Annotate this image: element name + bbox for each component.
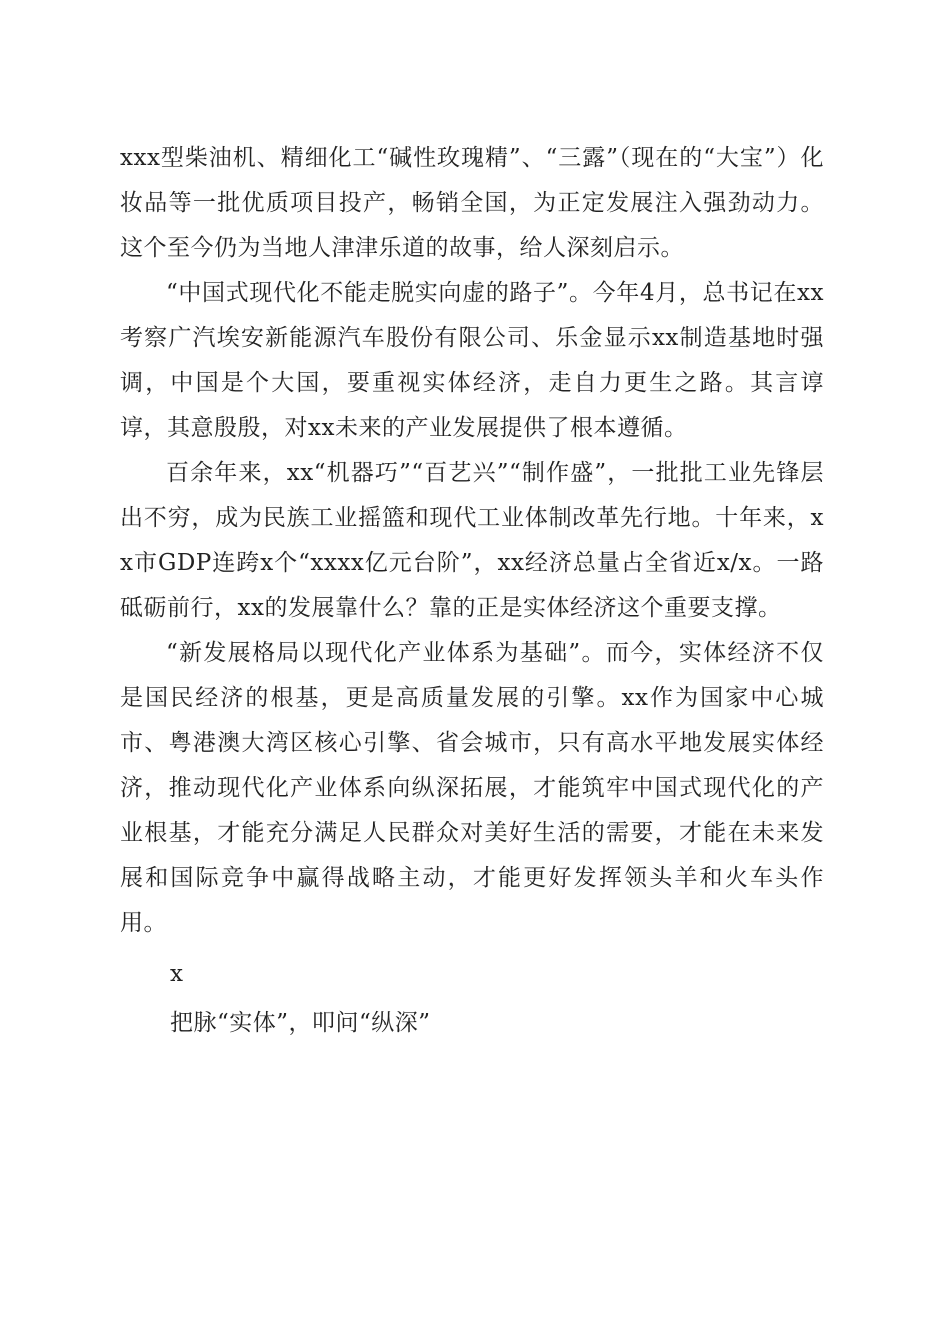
paragraph: “中国式现代化不能走脱实向虚的路子”。今年4月，总书记在xx考察广汽埃安新能源汽车股份有限公司、乐金显示xx制造基地时强调，中国是个大国，要重视实体经济，走自力更生之路。其言谆谆，其意殷殷，对xx未来的产业发展提供了根本遵循。 [120, 280, 824, 441]
paragraph: “新发展格局以现代化产业体系为基础”。而今，实体经济不仅是国民经济的根基，更是高质量发展的引擎。xx作为国家中心城市、粤港澳大湾区核心引擎、省会城市，只有高水平地发展实体经济，推动现代化产业体系向纵深拓展，才能筑牢中国式现代化的产业根基，才能充分满足人民群众对美好生活的需要，才能在未来发展和国际竞争中赢得战略主动，才能更好发挥领头羊和火车头作用。 [120, 640, 824, 936]
document-body [120, 136, 824, 1048]
paragraph-continued: xxx型柴油机、精细化工“碱性玫瑰精”、“三露”（现在的“大宝”）化妆品等一批优质项目投产，畅销全国，为正定发展注入强劲动力。这个至今仍为当地人津津乐道的故事，给人深刻启示。 [120, 145, 824, 261]
section-heading: 把脉“实体”，叩问“纵深” [170, 1010, 431, 1036]
paragraph: 百余年来，xx“机器巧”“百艺兴”“制作盛”，一批批工业先锋层出不穷，成为民族工业摇篮和现代工业体制改革先行地。十年来，xx市GDP连跨x个“xxxx亿元台阶”，xx经济总量占全省近x/x。一路砥砺前行，xx的发展靠什么？靠的正是实体经济这个重要支撑。 [120, 460, 824, 621]
section-number: x [170, 961, 184, 987]
